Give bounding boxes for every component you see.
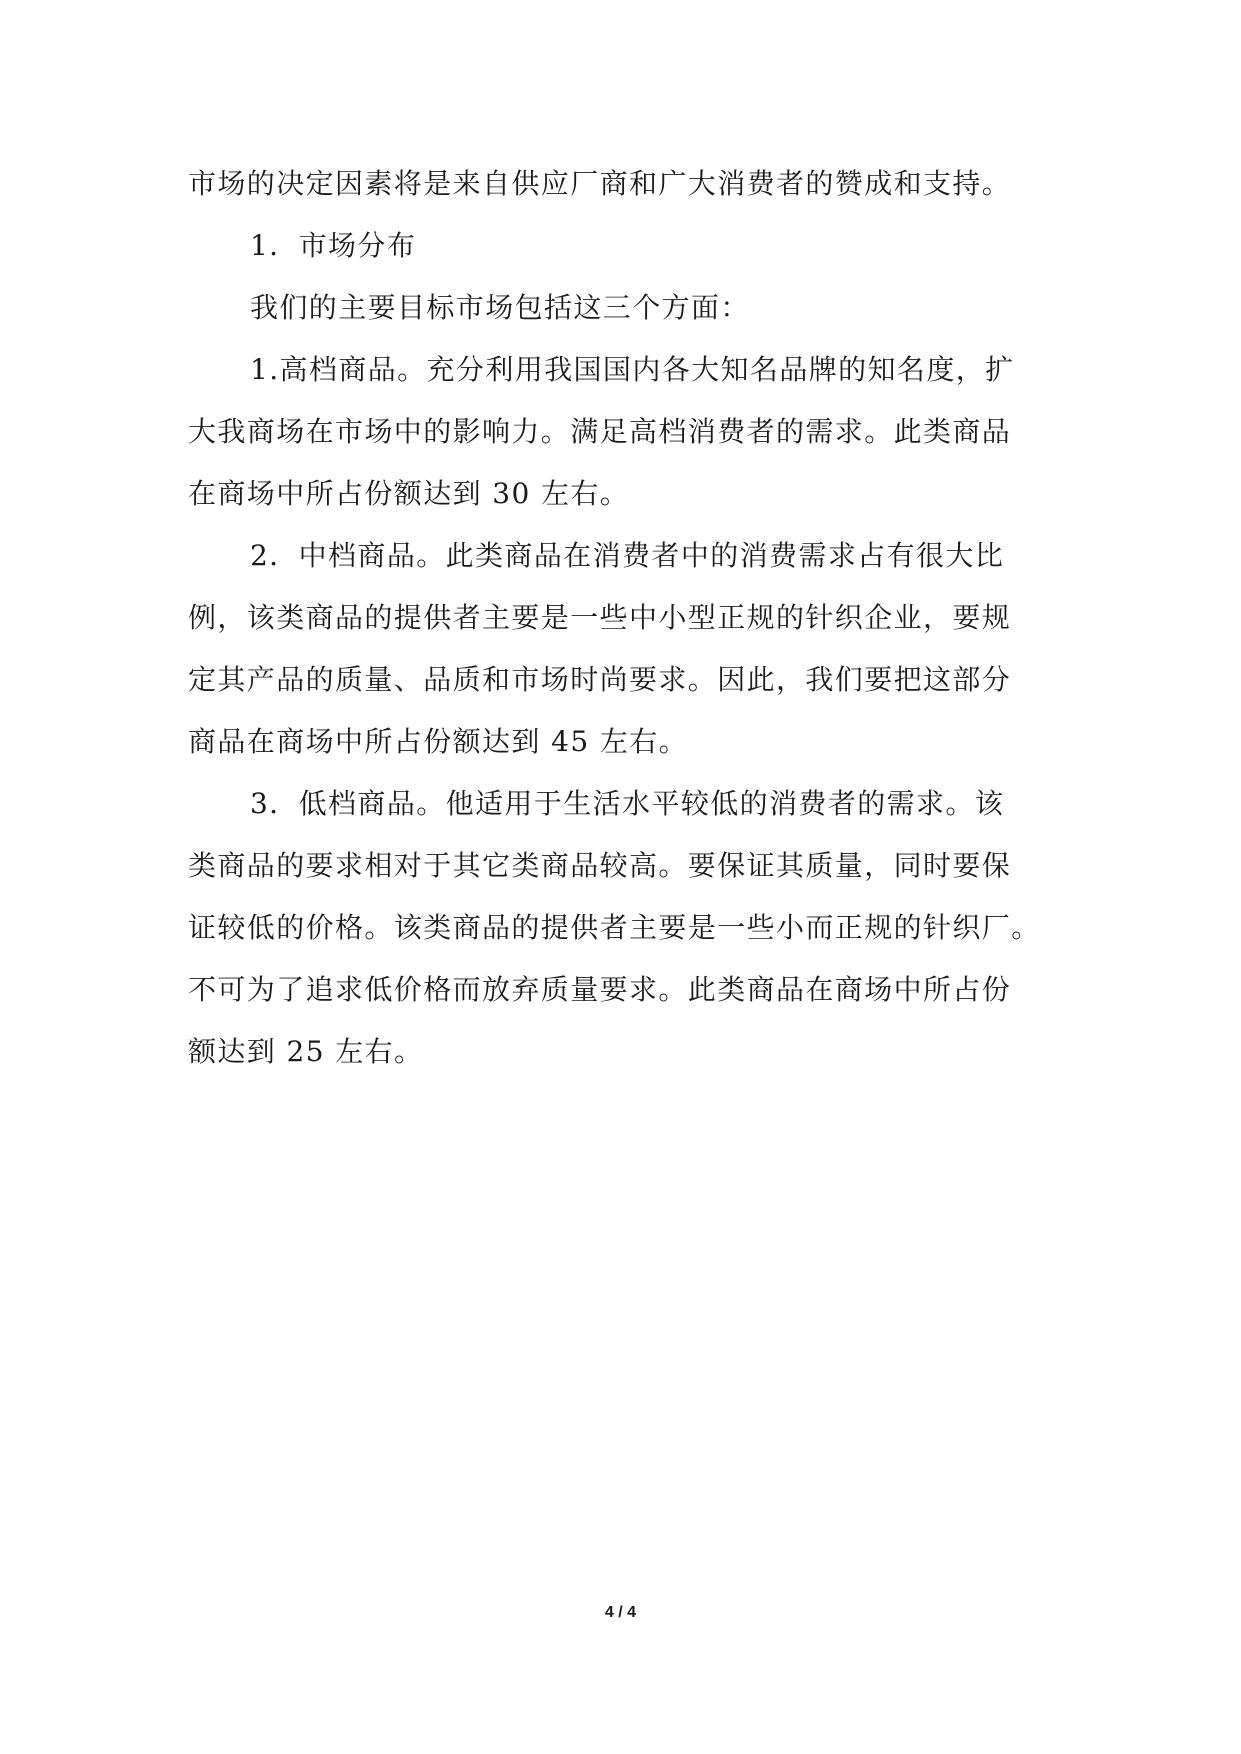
section-heading: 1．市场分布 <box>250 229 417 262</box>
list-item-line: 商品在商场中所占份额达到 45 左右。 <box>188 725 689 758</box>
list-item-line: 1.高档商品。充分利用我国国内各大知名品牌的知名度，扩 <box>250 353 1015 386</box>
list-item-line: 大我商场在市场中的影响力。满足高档消费者的需求。此类商品 <box>188 415 1012 448</box>
page-number: 4 / 4 <box>604 1604 637 1621</box>
list-item-line: 额达到 25 左右。 <box>188 1035 424 1068</box>
list-item-line: 在商场中所占份额达到 30 左右。 <box>188 477 630 510</box>
list-item-line: 例，该类商品的提供者主要是一些中小型正规的针织企业，要规 <box>188 601 1012 634</box>
paragraph-line: 市场的决定因素将是来自供应厂商和广大消费者的赞成和支持。 <box>188 167 1012 200</box>
list-item-line: 证较低的价格。该类商品的提供者主要是一些小而正规的针织厂。 <box>188 911 1041 944</box>
list-item-line: 定其产品的质量、品质和市场时尚要求。因此，我们要把这部分 <box>188 663 1012 696</box>
list-item-line: 类商品的要求相对于其它类商品较高。要保证其质量，同时要保 <box>188 849 1012 882</box>
list-item-line: 不可为了追求低价格而放弃质量要求。此类商品在商场中所占份 <box>188 973 1012 1006</box>
paragraph-line: 我们的主要目标市场包括这三个方面： <box>250 291 750 324</box>
list-item-line: 3．低档商品。他适用于生活水平较低的消费者的需求。该 <box>250 787 1005 820</box>
list-item-line: 2．中档商品。此类商品在消费者中的消费需求占有很大比 <box>250 539 1005 572</box>
